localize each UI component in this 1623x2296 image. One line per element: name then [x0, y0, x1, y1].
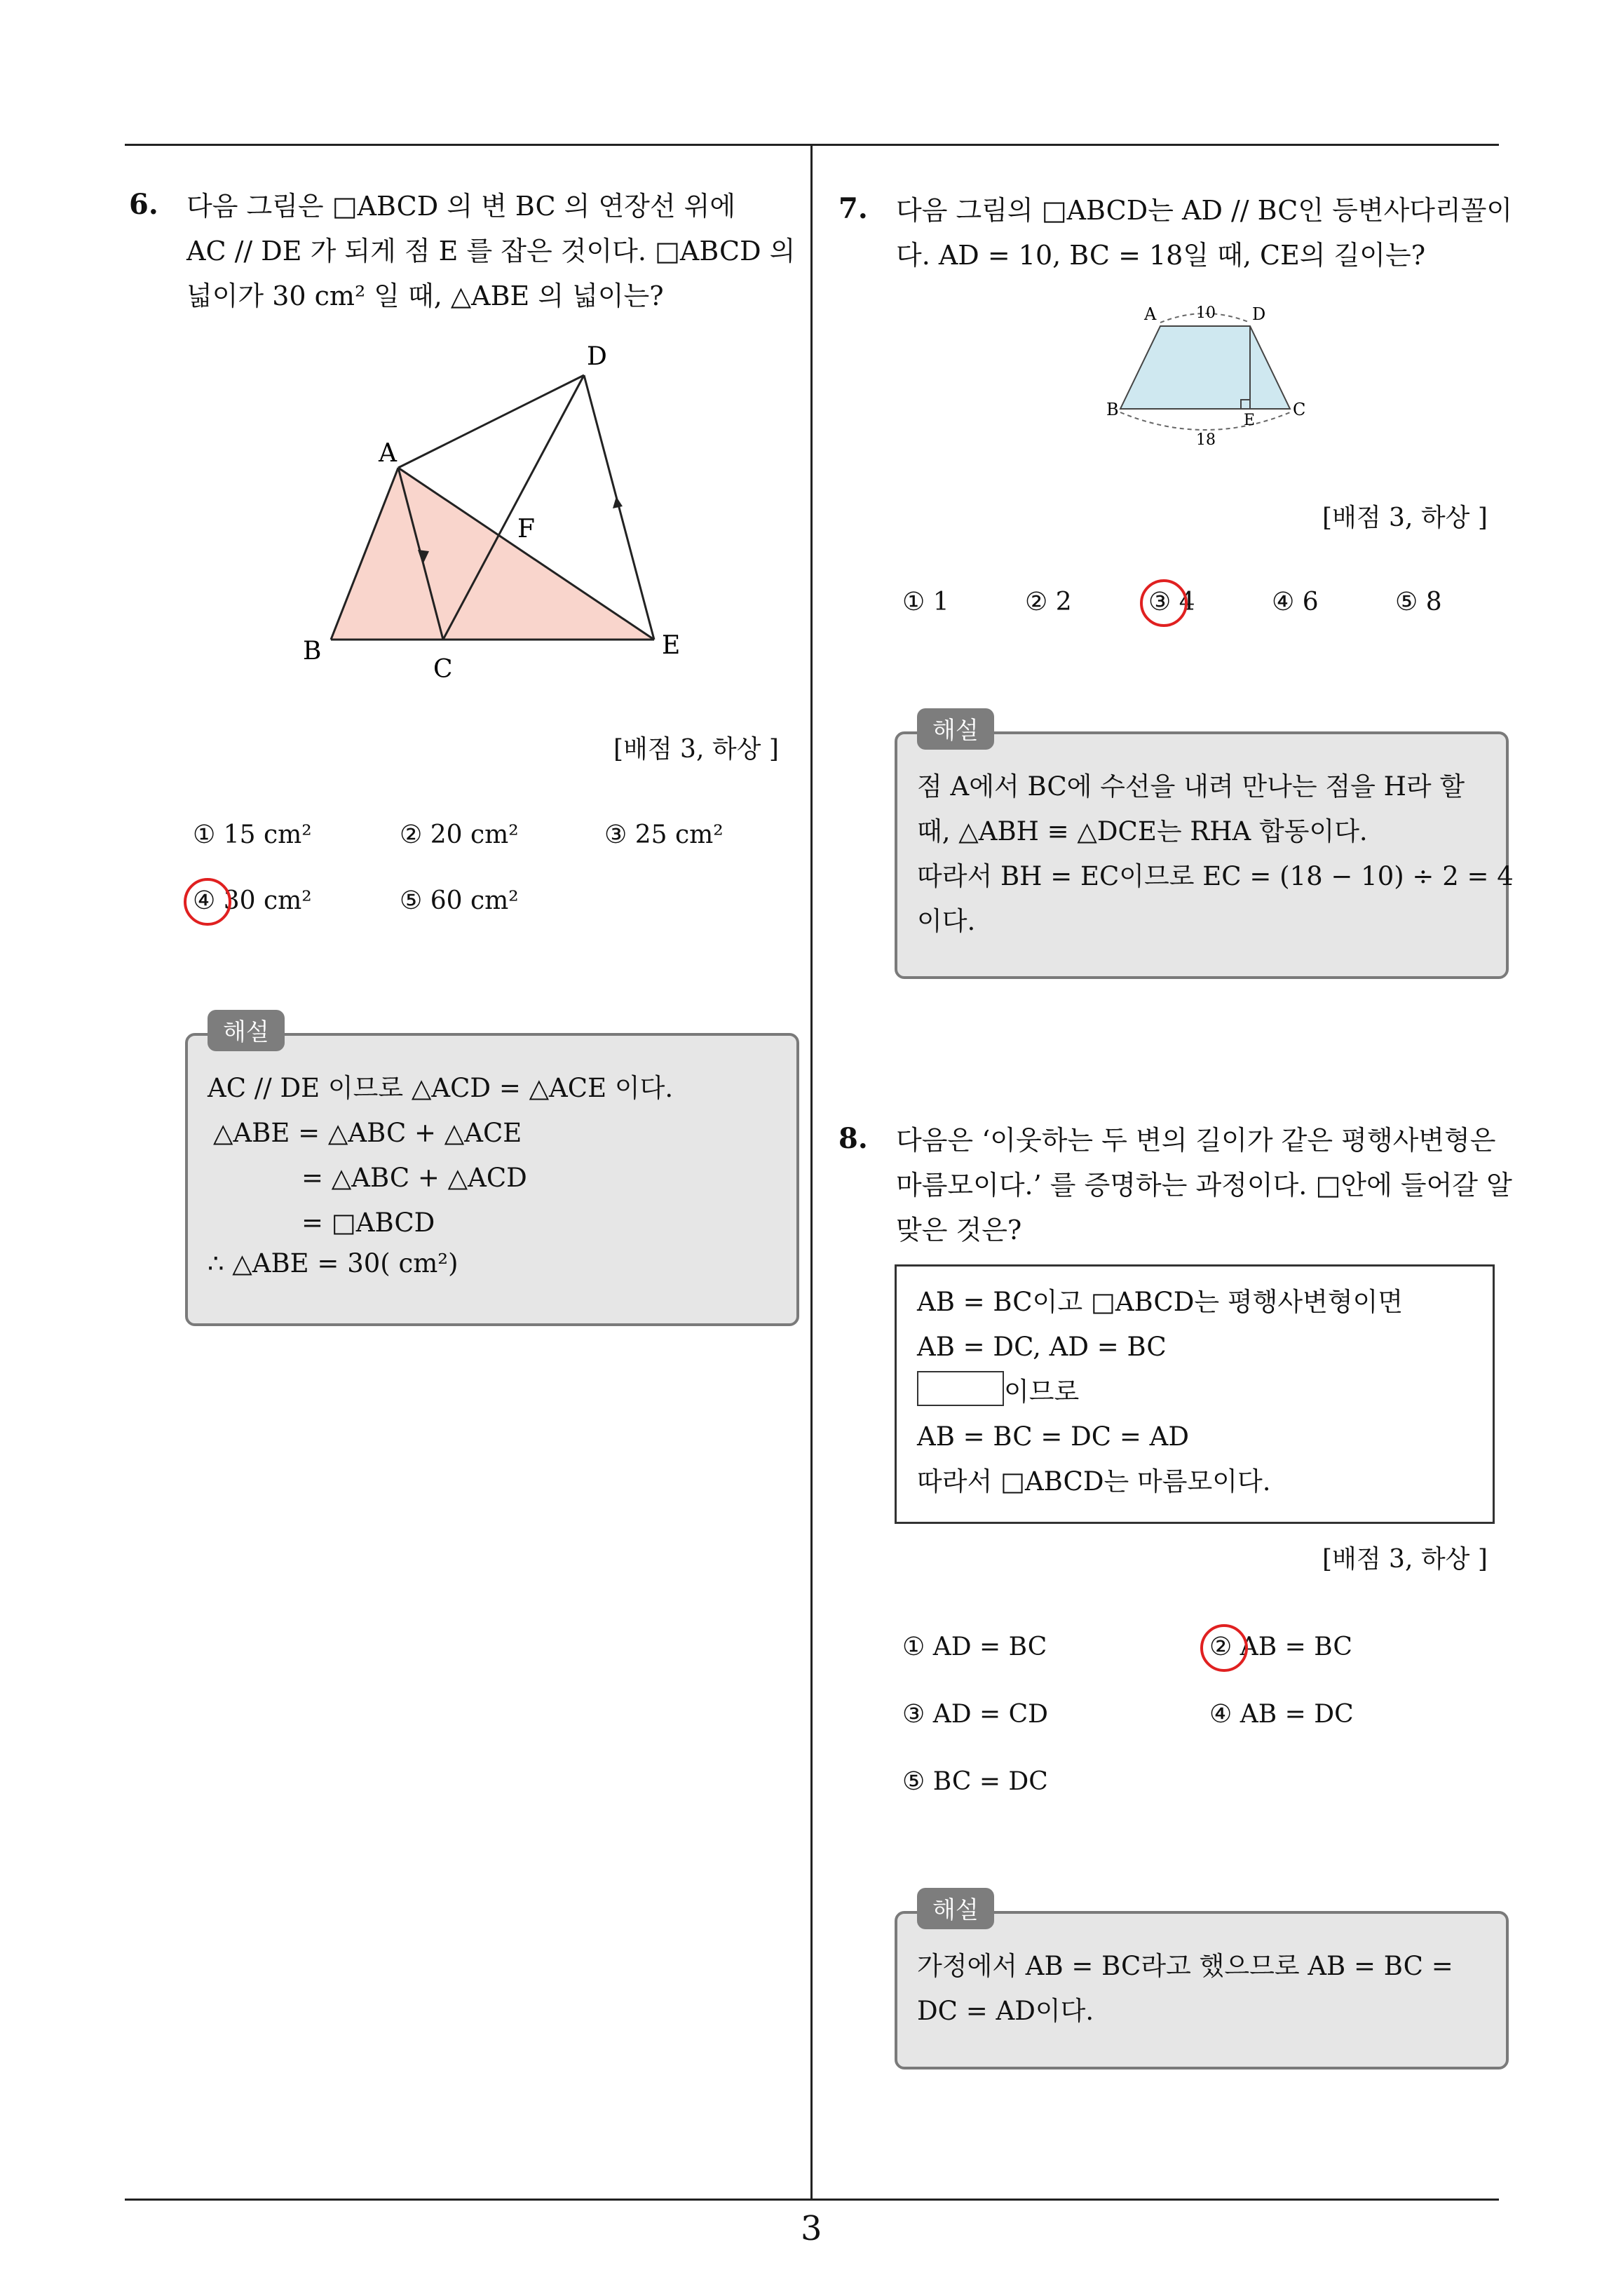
- q7-sol-line-3: 따라서 BH = EC이므로 EC = (18 − 10) ÷ 2 = 4: [917, 861, 1514, 891]
- q6-sol-line-4: = □ABCD: [301, 1208, 435, 1238]
- q6-sol-line-3: = △ABC + △ACD: [301, 1163, 527, 1193]
- q8-proof-line-4: AB = BC = DC = AD: [917, 1422, 1190, 1452]
- q8-choice-1[interactable]: ① AD = BC: [902, 1633, 1047, 1661]
- q6-choice-2[interactable]: ② 20 cm²: [400, 821, 519, 849]
- question-7-text: [896, 188, 1513, 278]
- q7-line-2: 다. AD = 10, BC = 18일 때, CE의 길이는?: [896, 240, 1426, 271]
- q7-solution-body: [917, 764, 1514, 944]
- q7-label-bottom-length: 18: [1196, 431, 1216, 449]
- q6-geometry-figure: [280, 330, 715, 694]
- question-8-number: 8.: [838, 1122, 868, 1155]
- q6-label-f: F: [517, 515, 535, 543]
- question-8-text: [896, 1118, 1512, 1252]
- q7-label-b: B: [1106, 400, 1119, 419]
- q8-answer-mark: [1200, 1624, 1248, 1672]
- q7-choice-3[interactable]: ③ 4: [1148, 588, 1195, 616]
- q8-solution-tab: 해설: [917, 1888, 994, 1929]
- q7-answer-mark: [1140, 579, 1188, 627]
- q7-bottom-dimension-arc: [1120, 412, 1290, 430]
- q8-choice-2[interactable]: ② AB = BC: [1209, 1633, 1352, 1661]
- q8-sol-line-2: DC = AD이다.: [917, 1996, 1094, 2026]
- q7-choice-5[interactable]: ⑤ 8: [1395, 588, 1442, 616]
- q6-answer-mark: [184, 878, 231, 926]
- q7-label-a: A: [1144, 304, 1157, 324]
- q8-line-2: 마름모이다.’ 를 증명하는 과정이다. □안에 들어갈 알: [896, 1170, 1512, 1201]
- q7-line-1: 다음 그림의 □ABCD는 AD // BC인 등변사다리꼴이: [896, 195, 1513, 226]
- q7-label-d: D: [1252, 304, 1266, 324]
- q7-choice-2[interactable]: ② 2: [1025, 588, 1072, 616]
- q8-proof-line-1: AB = BC이고 □ABCD는 평행사변형이면: [917, 1287, 1404, 1317]
- q8-choice-5[interactable]: ⑤ BC = DC: [902, 1767, 1048, 1796]
- q6-line-1: 다음 그림은 □ABCD 의 변 BC 의 연장선 위에: [186, 191, 736, 222]
- q6-line-3: 넓이가 30 cm² 일 때, △ABE 의 넓이는?: [186, 281, 664, 311]
- q6-choice-1[interactable]: ① 15 cm²: [193, 821, 312, 849]
- q7-sol-line-2: 때, △ABH ≡ △DCE는 RHA 합동이다.: [917, 816, 1368, 846]
- q6-sol-line-2: △ABE = △ABC + △ACE: [213, 1118, 522, 1148]
- q8-score: [배점 3, 하상 ]: [1322, 1545, 1488, 1574]
- q8-proof-line-3-text: 이므로: [1004, 1377, 1080, 1407]
- q7-sol-line-4: 이다.: [917, 906, 976, 936]
- q8-choice-3[interactable]: ③ AD = CD: [902, 1700, 1049, 1729]
- q7-trapezoid-figure: [1094, 295, 1318, 456]
- q6-line-2: AC // DE 가 되게 점 E 를 잡은 것이다. □ABCD 의: [186, 236, 796, 266]
- q7-sol-line-1: 점 A에서 BC에 수선을 내려 만나는 점을 H라 할: [917, 771, 1465, 802]
- q8-proof-line-3: [917, 1370, 1403, 1414]
- q7-choice-4[interactable]: ④ 6: [1272, 588, 1319, 616]
- q6-choice-4[interactable]: ④ 30 cm²: [193, 886, 312, 915]
- q8-proof-line-2: AB = DC, AD = BC: [917, 1332, 1167, 1362]
- q7-trapezoid: [1120, 326, 1290, 409]
- q7-label-top-length: 10: [1196, 304, 1216, 322]
- q6-solution-body: [208, 1066, 673, 1282]
- q8-answer-blank[interactable]: [917, 1371, 1004, 1406]
- question-6-text: [186, 184, 796, 318]
- q6-sol-line-5: ∴ △ABE = 30( cm²): [208, 1248, 459, 1278]
- q8-solution-body: [917, 1944, 1453, 2034]
- q8-choice-4[interactable]: ④ AB = DC: [1209, 1700, 1354, 1729]
- q6-label-a: A: [379, 439, 397, 468]
- q8-proof-line-5: 따라서 □ABCD는 마름모이다.: [917, 1466, 1271, 1497]
- q8-line-1: 다음은 ‘이웃하는 두 변의 길이가 같은 평행사변형은: [896, 1125, 1496, 1156]
- q7-solution-tab: 해설: [917, 708, 994, 750]
- q8-proof-body: [917, 1280, 1403, 1504]
- q8-sol-line-1: 가정에서 AB = BC라고 했으므로 AB = BC =: [917, 1951, 1453, 1981]
- q6-shaded-triangle-abe: [331, 468, 654, 640]
- q6-solution-tab: 해설: [208, 1010, 285, 1051]
- q7-choice-1[interactable]: ① 1: [902, 588, 949, 616]
- question-6-number: 6.: [129, 188, 158, 221]
- q6-label-d: D: [587, 342, 607, 371]
- q6-segment-ad: [398, 375, 584, 468]
- q7-label-e: E: [1244, 412, 1256, 429]
- q7-score: [배점 3, 하상 ]: [1322, 504, 1488, 532]
- q7-label-c: C: [1293, 400, 1306, 419]
- q6-label-e: E: [662, 631, 681, 660]
- page-number: 3: [801, 2209, 822, 2248]
- q6-label-b: B: [303, 637, 322, 666]
- q6-label-c: C: [433, 655, 453, 684]
- q6-score: [배점 3, 하상 ]: [613, 735, 779, 764]
- column-divider: [810, 144, 813, 2200]
- q6-choice-3[interactable]: ③ 25 cm²: [604, 821, 724, 849]
- bottom-rule: [125, 2199, 1499, 2201]
- q8-line-3: 맞은 것은?: [896, 1215, 1022, 1245]
- q6-sol-line-1: AC // DE 이므로 △ACD = △ACE 이다.: [208, 1073, 674, 1103]
- q6-choice-5[interactable]: ⑤ 60 cm²: [400, 886, 519, 915]
- question-7-number: 7.: [838, 192, 868, 225]
